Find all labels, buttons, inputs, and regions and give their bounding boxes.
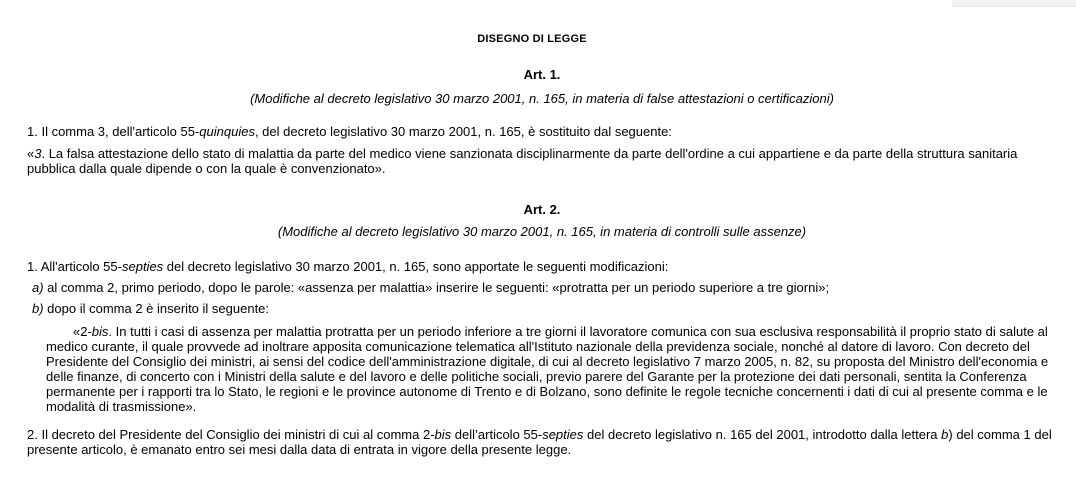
article-2-paragraph-1: 1. All'articolo 55-septies del decreto legislativo 30 marzo 2001, n. 165, sono apportate le seguenti modificazioni: xyxy=(27,259,669,274)
article-1-paragraph-2: «3. La falsa attestazione dello stato di malattia da parte del medico viene sanzionata disciplinarmente da parte dell'ordine a cui appartiene e da parte della struttura sanitaria pubblica dalla quale dipende o con la quale è convenzionato». xyxy=(27,146,1018,176)
document-title: DISEGNO DI LEGGE xyxy=(477,33,587,45)
article-2-heading: Art. 2. xyxy=(523,202,561,217)
article-2-paragraph-2: 2. Il decreto del Presidente del Consiglio dei ministri di cui al comma 2-bis dell’articolo 55-septies del decreto legislativo n. 165 del 2001, introdotto dalla lettera b) del comma 1 del presente articolo, è emanato entro sei mesi dalla data di entrata in vigore della presente legge. xyxy=(27,427,1052,457)
article-2-subtitle: (Modifiche al decreto legislativo 30 marzo 2001, n. 165, in materia di controlli sulle assenze) xyxy=(277,224,807,239)
article-2-letter-b: b) dopo il comma 2 è inserito il seguente: xyxy=(32,301,270,316)
window-corner-bar xyxy=(952,0,1076,7)
article-1-paragraph-1: 1. Il comma 3, dell'articolo 55-quinquies, del decreto legislativo 30 marzo 2001, n. 165, è sostituito dal seguente: xyxy=(27,124,672,139)
article-2-quoted-comma: «2-bis. In tutti i casi di assenza per malattia protratta per un periodo inferiore a tre giorni il lavoratore comunica con sua esclusiva responsabilità il proprio stato di salute al medico curante, il quale provvede ad inoltrare apposita comunicazione telematica all'Istituto nazionale della previdenza sociale, nonché al datore di lavoro. Con decreto del Presidente del Consiglio dei ministri, ai sensi del codice dell'amministrazione digitale, di cui al decreto legislativo 7 marzo 2005, n. 82, su proposta del Ministro dell'economia e delle finanze, di concerto con i Ministri della salute e del lavoro e delle politiche sociali, previo parere del Garante per la protezione dei dati personali, sentita la Conferenza permanente per i rapporti tra lo Stato, le regioni e le province autonome di Trento e di Bolzano, sono definite le regole tecniche concernenti i dati di cui al presente comma e le modalità di trasmissione». xyxy=(46,324,1049,414)
article-1-subtitle: (Modifiche al decreto legislativo 30 marzo 2001, n. 165, in materia di false attestazioni o certificazioni) xyxy=(250,91,834,106)
article-2-letter-a: a) al comma 2, primo periodo, dopo le parole: «assenza per malattia» inserire le seguenti: «protratta per un periodo superiore a tre giorni»; xyxy=(32,280,830,295)
article-1-heading: Art. 1. xyxy=(523,67,561,82)
